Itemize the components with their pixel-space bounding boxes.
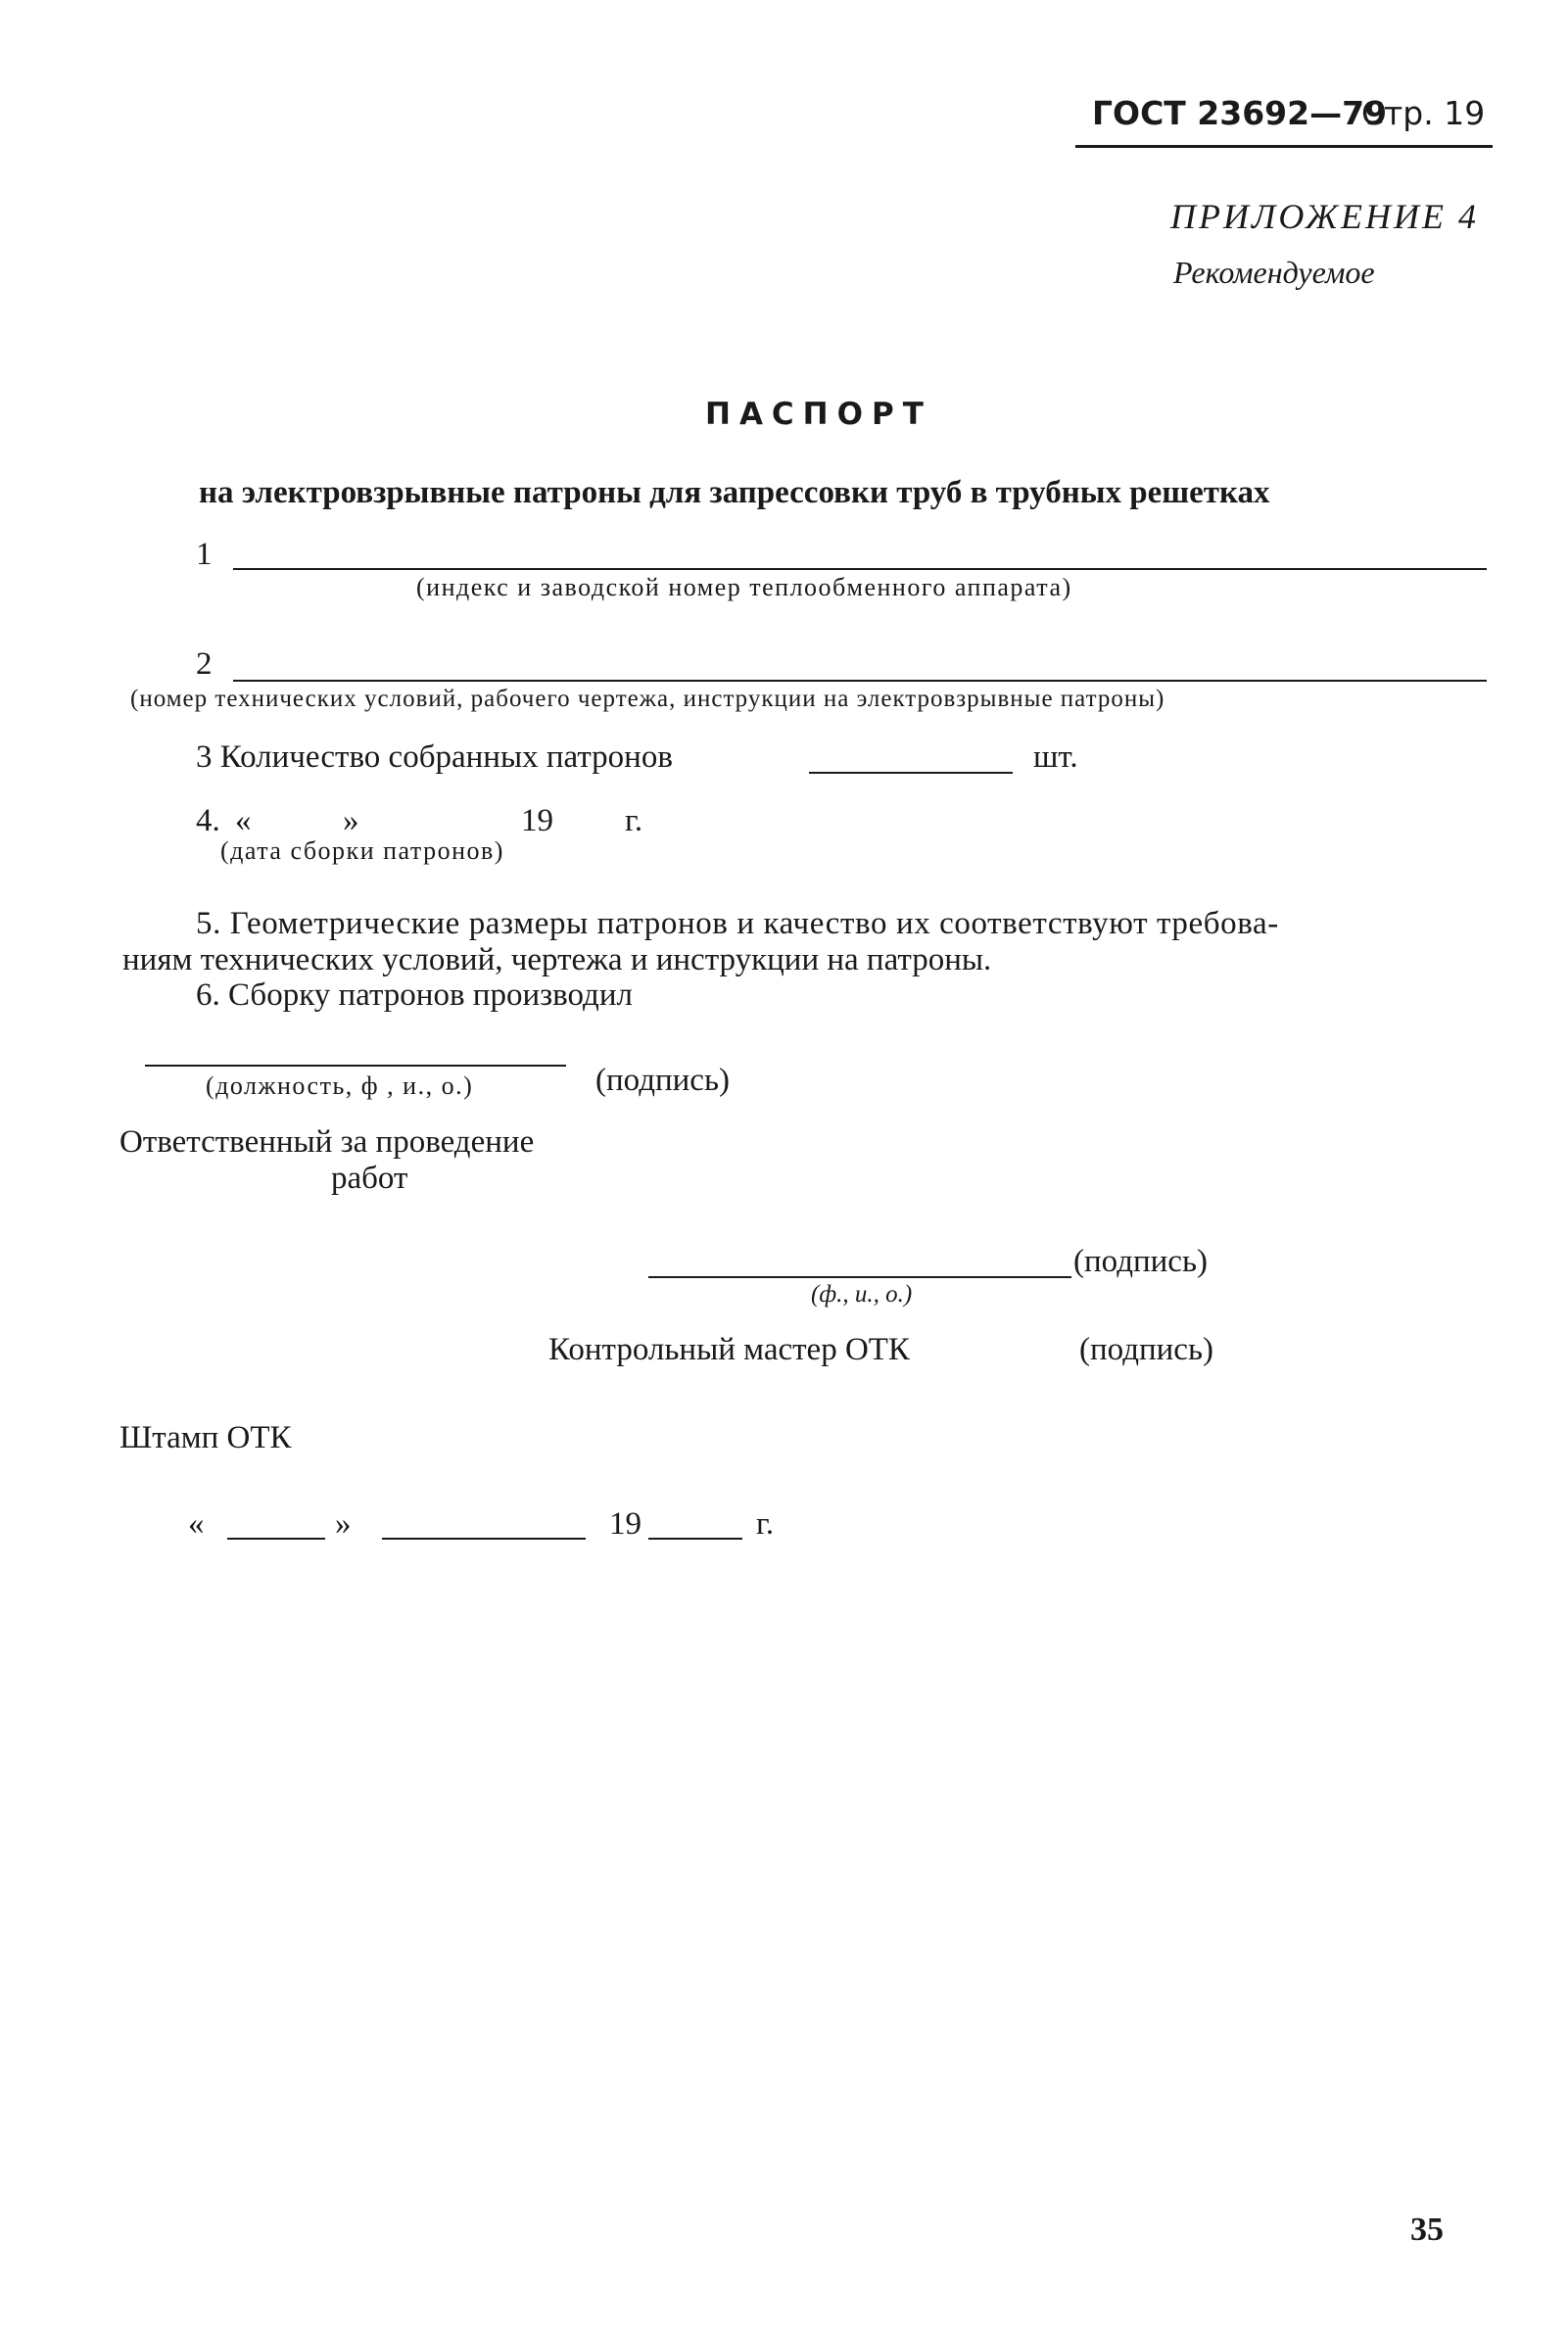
field-1-caption: (индекс и заводской номер теплообменного аппарата): [416, 573, 1072, 601]
page-number: 35: [1410, 2212, 1444, 2248]
field-1-line: [233, 568, 1487, 570]
field-3-label: 3 Количество собранных патронов: [196, 739, 673, 775]
field-2-number: 2: [196, 646, 213, 682]
stamp-label: Штамп ОТК: [119, 1420, 292, 1455]
stamp-month-blank: [382, 1538, 586, 1540]
assembler-signature-line: [145, 1065, 566, 1067]
stamp-day-blank: [227, 1538, 325, 1540]
otk-master-sign: (подпись): [1079, 1332, 1213, 1367]
page-label: Стр. 19: [1361, 94, 1486, 132]
responsible-signature-line: [648, 1276, 1071, 1278]
field-4-number: 4.: [196, 803, 220, 838]
responsible-line-1: Ответственный за проведение: [119, 1124, 535, 1160]
responsible-sign: (подпись): [1073, 1244, 1208, 1279]
stamp-year-suffix: г.: [756, 1506, 775, 1542]
field-2-line: [233, 680, 1487, 682]
field-4-close-quote: »: [343, 803, 359, 838]
stamp-open-quote: «: [188, 1506, 205, 1542]
field-5-line-1: 5. Геометрические размеры патронов и качество их соответствуют требова-: [196, 906, 1279, 941]
assembler-caption: (должность, ф , и., о.): [206, 1071, 474, 1100]
field-5-line-2: ниям технических условий, чертежа и инструкции на патроны.: [122, 942, 992, 977]
field-4-year-suffix: г.: [625, 803, 643, 838]
stamp-year-blank: [648, 1538, 742, 1540]
assembler-sign: (подпись): [595, 1063, 730, 1098]
otk-master-label: Контрольный мастер ОТК: [548, 1332, 910, 1367]
stamp-close-quote: »: [335, 1506, 352, 1542]
field-1-number: 1: [196, 537, 213, 572]
standard-code: ГОСТ 23692—79: [1092, 94, 1388, 132]
responsible-caption: (ф., и., о.): [811, 1281, 913, 1308]
stamp-year: 19: [609, 1506, 641, 1542]
field-4-open-quote: «: [235, 803, 252, 838]
responsible-line-2: работ: [331, 1161, 408, 1196]
appendix-title: ПРИЛОЖЕНИЕ 4: [1170, 197, 1479, 236]
field-4-caption: (дата сборки патронов): [220, 836, 504, 865]
document-title: ПАСПОРТ: [705, 397, 932, 432]
field-6-text: 6. Сборку патронов производил: [196, 977, 633, 1013]
document-subtitle: на электровзрывные патроны для запрессовки труб в трубных решетках: [199, 475, 1270, 510]
appendix-status: Рекомендуемое: [1173, 255, 1375, 290]
header-rule: [1075, 145, 1493, 148]
field-3-unit: шт.: [1033, 739, 1078, 775]
field-2-caption: (номер технических условий, рабочего чертежа, инструкции на электровзрывные патроны): [130, 686, 1165, 712]
field-3-blank: [809, 772, 1013, 774]
field-4-year: 19: [521, 803, 553, 838]
